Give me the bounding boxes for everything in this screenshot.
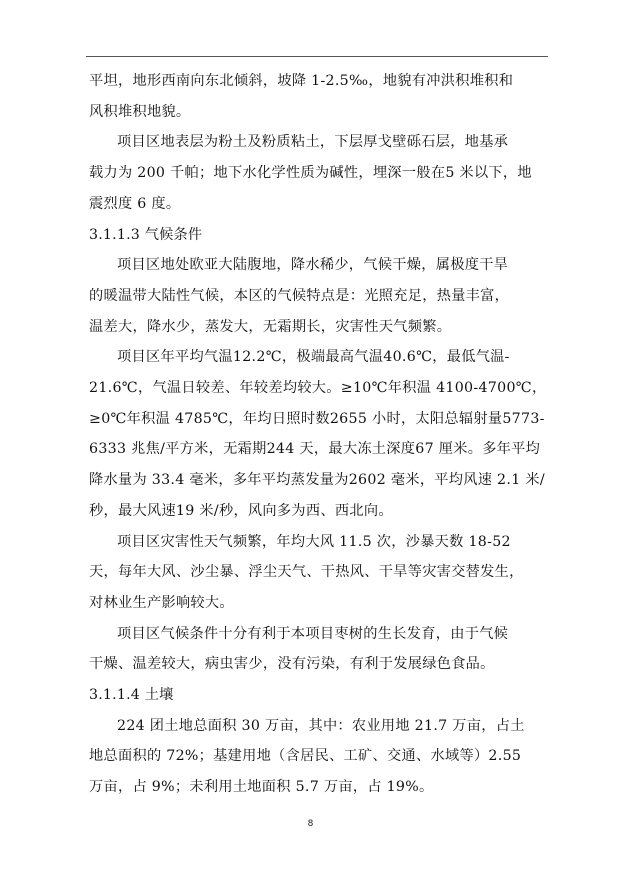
- paragraph-start: 项目区地处欧亚大陆腹地，降水稀少，气候干燥，属极度干旱: [117, 257, 509, 274]
- text-line: 干燥、温差较大，病虫害少，没有污染，有利于发展绿色食品。: [89, 656, 495, 673]
- text-line: 万亩，占 9%；未利用土地面积 5.7 万亩，占 19%。: [89, 779, 434, 796]
- text-line: 6333 兆焦/平方米，无霜期244 天，最大冻土深度67 厘米。多年平均: [89, 441, 541, 458]
- header-rule: [86, 56, 548, 57]
- text-line: 秒，最大风速19 米/秒，风向多为西、西北向。: [89, 502, 393, 519]
- text-line: 震烈度 6 度。: [89, 195, 181, 212]
- text-line: 天，每年大风、沙尘暴、浮尘天气、干热风、干旱等灾害交替发生，: [89, 564, 524, 581]
- section-heading-soil: 3.1.1.4 土壤: [89, 687, 174, 704]
- text-line: 对林业生产影响较大。: [89, 594, 234, 611]
- paragraph-start: 项目区地表层为粉土及粉质粘土，下层厚戈壁砾石层，地基承: [117, 134, 509, 151]
- text-line: 的暖温带大陆性气候，本区的气候特点是：光照充足，热量丰富，: [89, 287, 510, 304]
- document-body: [89, 66, 547, 803]
- paragraph-start: 项目区年平均气温12.2℃，极端最高气温40.6℃，最低气温-: [117, 349, 510, 366]
- paragraph-start: 项目区气候条件十分有利于本项目枣树的生长发育，由于气候: [117, 625, 509, 642]
- text-line: 载力为 200 千帕；地下水化学性质为碱性，埋深一般在5 米以下，地: [89, 165, 532, 182]
- page-number: 8: [307, 819, 314, 829]
- text-line: 风积堆积地貌。: [89, 103, 191, 120]
- paragraph-start: 224 团土地总面积 30 万亩，其中：农业用地 21.7 万亩，占土: [117, 717, 525, 734]
- text-line: 地总面积的 72%；基建用地（含居民、工矿、交通、水域等）2.55: [89, 748, 522, 765]
- text-line: 平坦，地形西南向东北倾斜，坡降 1-2.5‰，地貌有冲洪积堆积和: [89, 73, 514, 89]
- text-line: 21.6℃，气温日较差、年较差均较大。≥10℃年积温 4100-4700℃，: [89, 380, 547, 397]
- section-heading-climate: 3.1.1.3 气候条件: [89, 226, 203, 243]
- text-line: 降水量为 33.4 毫米，多年平均蒸发量为2602 毫米，平均风速 2.1 米/: [89, 472, 545, 489]
- text-line: ≥0℃年积温 4785℃，年均日照时数2655 小时，太阳总辐射量5773-: [89, 410, 545, 427]
- paragraph-start: 项目区灾害性天气频繁，年均大风 11.5 次，沙暴天数 18-52: [117, 533, 511, 550]
- text-line: 温差大，降水少，蒸发大，无霜期长，灾害性天气频繁。: [89, 318, 452, 335]
